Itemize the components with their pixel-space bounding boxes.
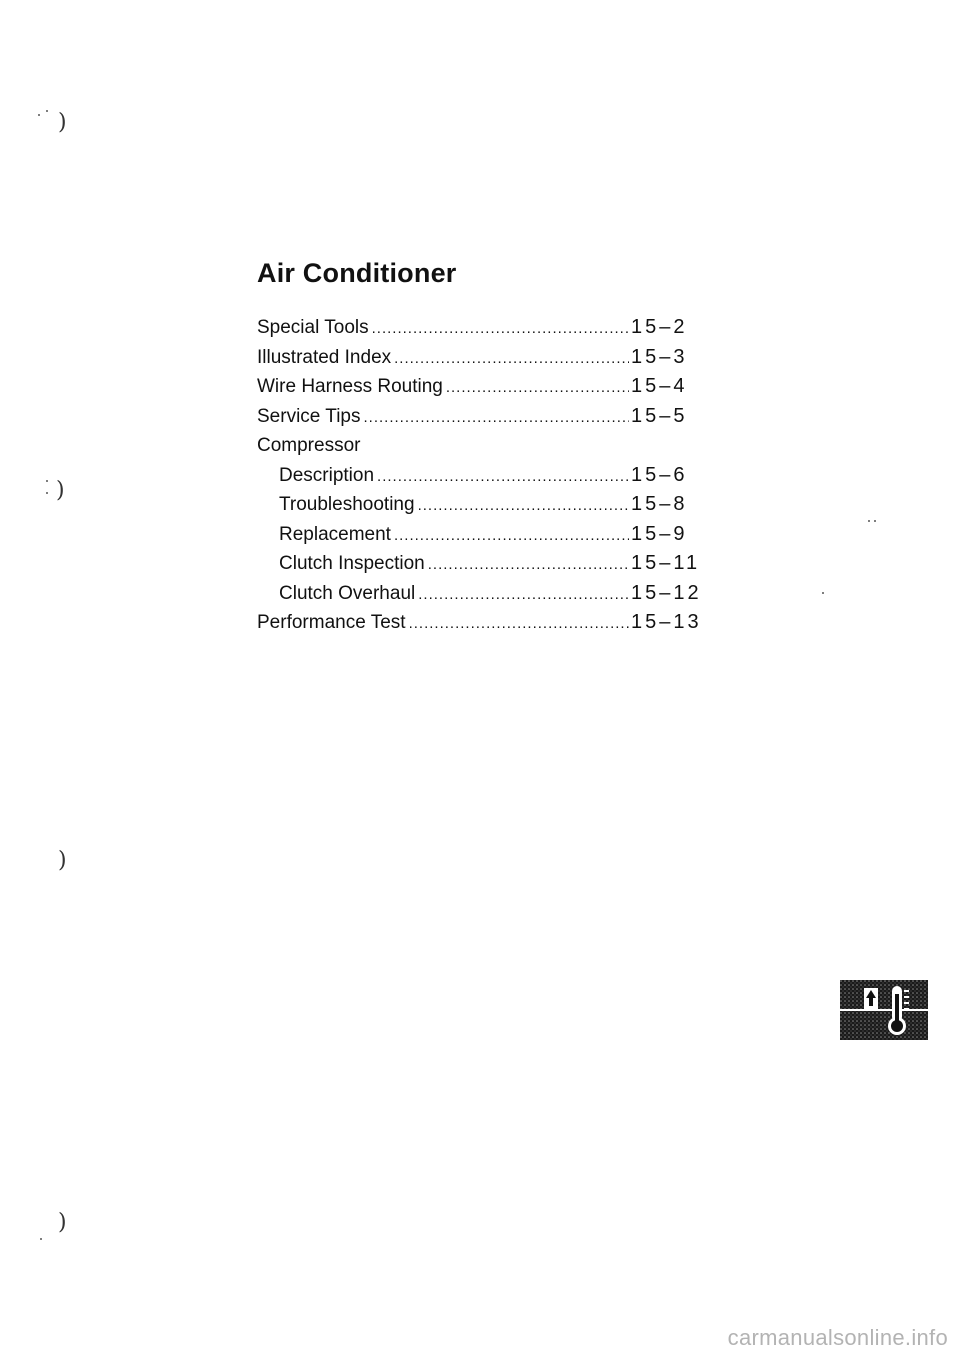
toc-leader-dots	[394, 521, 629, 551]
toc-label: Description	[279, 464, 375, 486]
toc-entry-clutch-inspection[interactable]	[257, 549, 717, 579]
scan-speck	[38, 114, 40, 116]
watermark: carmanualsonline.info	[727, 1325, 948, 1350]
toc-entry-special-tools[interactable]	[257, 313, 717, 343]
toc-leader-dots	[372, 314, 629, 344]
toc-label: Illustrated Index	[257, 346, 392, 368]
toc-page-number: 15–5	[631, 404, 688, 427]
toc-entry-replacement[interactable]	[257, 520, 717, 550]
toc-leader-dots	[446, 373, 629, 403]
toc-label: Performance Test	[257, 612, 406, 633]
toc-leader-dots	[394, 344, 629, 374]
toc-leader-dots	[418, 491, 629, 521]
toc-page-number: 15–6	[631, 463, 688, 486]
toc-label: Clutch Overhaul	[279, 582, 416, 604]
binder-hole-mark: )	[58, 110, 67, 135]
toc-page-number: 15–11	[631, 552, 701, 574]
page-title: Air Conditioner	[257, 258, 457, 288]
toc-group-compressor	[257, 431, 717, 461]
binder-hole-mark: )	[56, 478, 65, 503]
scan-speck	[874, 520, 876, 522]
toc-entry-clutch-overhaul[interactable]	[257, 579, 717, 609]
toc-entry-wire-harness-routing[interactable]	[257, 372, 717, 402]
toc-label: Troubleshooting	[279, 494, 415, 515]
toc-entry-description[interactable]	[257, 461, 717, 491]
toc-leader-dots	[363, 403, 629, 433]
toc-label: Wire Harness Routing	[257, 376, 443, 397]
scan-speck	[40, 1238, 42, 1240]
toc-label: Service Tips	[257, 405, 361, 427]
toc-leader-dots	[418, 580, 629, 610]
toc-page-number: 15–9	[631, 522, 688, 545]
toc-entry-illustrated-index[interactable]	[257, 343, 717, 373]
scan-speck	[822, 592, 824, 594]
toc-page-number: 15–3	[631, 345, 688, 368]
scan-speck	[46, 480, 48, 482]
toc-leader-dots	[377, 462, 629, 492]
toc-page-number: 15–8	[631, 493, 688, 515]
air-conditioner-thermometer-icon	[840, 980, 928, 1040]
binder-hole-mark: )	[58, 1210, 67, 1235]
binder-hole-mark: )	[58, 848, 67, 873]
toc-leader-dots	[428, 550, 629, 580]
scan-speck	[46, 110, 48, 112]
toc-entry-troubleshooting[interactable]	[257, 490, 717, 520]
scan-speck	[868, 520, 870, 522]
toc-leader-dots	[409, 609, 629, 639]
toc-page-number: 15–4	[631, 375, 688, 397]
toc-entry-performance-test[interactable]	[257, 608, 717, 638]
toc-page-number: 15–12	[631, 581, 702, 604]
toc-page-number: 15–2	[631, 316, 688, 338]
toc-label: Clutch Inspection	[279, 553, 425, 574]
toc-group-label: Compressor	[257, 435, 361, 456]
table-of-contents	[257, 313, 717, 638]
scan-speck	[46, 492, 48, 494]
toc-label: Replacement	[279, 523, 391, 545]
toc-page-number: 15–13	[631, 611, 702, 633]
toc-label: Special Tools	[257, 317, 369, 338]
toc-entry-service-tips[interactable]	[257, 402, 717, 432]
